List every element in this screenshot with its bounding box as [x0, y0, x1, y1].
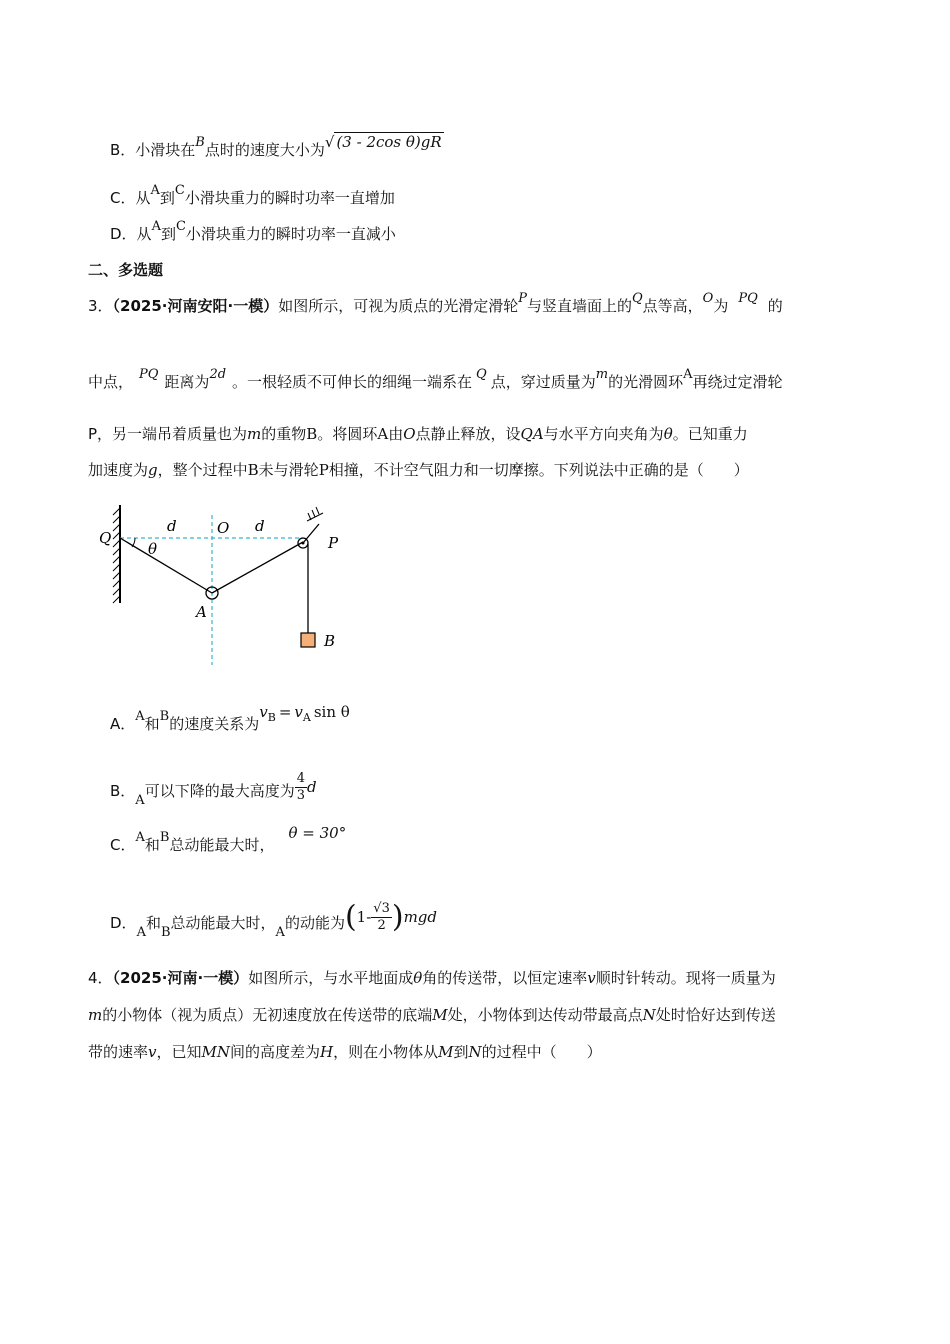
math-var: v	[259, 703, 268, 721]
math-var: A	[151, 219, 161, 234]
fraction	[371, 901, 392, 934]
paren-left: (	[344, 899, 357, 935]
fraction-numerator: 4	[296, 771, 305, 786]
stem-text: 相撞，不计空气阻力和一切摩擦。下列说法中正确的是（ ）	[328, 461, 749, 479]
stem-text: 未与滑轮	[258, 461, 319, 479]
q3-option-c	[110, 824, 347, 857]
math-var: O	[403, 425, 416, 443]
option-text: 和	[144, 836, 160, 854]
sqrt-expression: √ (3 - 2cos θ)gR	[324, 133, 442, 151]
fraction-numerator: √3	[373, 901, 390, 916]
stem-text: 点静止释放，设	[415, 425, 521, 443]
math-var: M	[438, 1043, 454, 1061]
stem-text: 如图所示，可视为质点的光滑定滑轮	[278, 297, 519, 315]
option-label: D．从	[110, 225, 152, 243]
option-text: 的动能为	[284, 914, 345, 932]
math-func: sin θ	[313, 703, 350, 721]
math-var: 2d	[209, 367, 227, 382]
math-var: A	[135, 830, 145, 845]
velocity-expression	[259, 703, 350, 724]
option-text: 总动能最大时，	[169, 836, 275, 854]
math-var: B	[247, 461, 259, 479]
math-var: m	[595, 367, 609, 382]
math-var: B	[159, 830, 170, 845]
kinetic-energy-expression	[344, 899, 438, 935]
label-d-left: d	[167, 517, 177, 535]
math-var: θ	[663, 425, 673, 443]
stem-text: 。将圆环	[317, 425, 378, 443]
math-var: B	[306, 425, 318, 443]
option-text: 和	[145, 914, 161, 932]
math-var: B	[195, 135, 205, 150]
weight-b	[301, 633, 315, 647]
math-op: =	[278, 703, 292, 721]
q3-stem-line-3	[88, 424, 748, 444]
math-var: mgd	[403, 908, 438, 926]
stem-text: ，则在小物体从	[333, 1043, 439, 1061]
label-q: Q	[99, 529, 112, 547]
label-d-right: d	[255, 517, 265, 535]
math-var: Q	[476, 367, 487, 382]
sqrt-content: (3 - 2cos θ)gR	[336, 133, 442, 151]
math-var: m	[247, 425, 262, 443]
math-var: PQ	[738, 291, 758, 306]
question-number: 4．	[88, 969, 113, 987]
stem-text: 加速度为	[88, 461, 149, 479]
stem-text: P，另一端吊着质量也为	[88, 425, 248, 443]
label-p: P	[328, 534, 339, 552]
math-var: N	[642, 1006, 656, 1024]
stem-text: 的光滑圆环	[608, 373, 684, 391]
option-label: C．从	[110, 189, 151, 207]
fraction-denominator: 3	[296, 788, 305, 803]
option-text: 点时的速度大小为	[204, 141, 325, 159]
math-var: B	[160, 925, 171, 940]
stem-text: 由	[388, 425, 404, 443]
stem-text: 带的速率	[88, 1043, 149, 1061]
math-var: QA	[520, 425, 544, 443]
stem-text: 点，穿过质量为	[490, 373, 596, 391]
math-var: A	[136, 925, 146, 940]
label-b: B	[324, 632, 336, 650]
math-var: A	[275, 925, 285, 940]
math-var: g	[148, 461, 158, 479]
fraction	[295, 771, 307, 804]
option-text: 总动能最大时，	[170, 914, 276, 932]
math-var: P	[518, 291, 527, 306]
stem-text: 顺时针转动。现将一质量为	[595, 969, 776, 987]
math-var: O	[702, 291, 714, 306]
label-theta: θ	[148, 540, 158, 558]
math-var: C	[174, 183, 185, 198]
stem-text: 到	[453, 1043, 469, 1061]
stem-text: 再绕过定滑轮	[692, 373, 783, 391]
math-var: A	[683, 367, 693, 382]
option-label: A．	[110, 715, 136, 733]
option-text: 的速度关系为	[169, 715, 260, 733]
wall-hatching	[113, 508, 120, 603]
math-var: H	[320, 1043, 334, 1061]
stem-text: 角的传送带，以恒定速率	[422, 969, 588, 987]
option-text: 到	[159, 189, 175, 207]
pulley-support	[303, 524, 319, 543]
math-var: C	[175, 219, 186, 234]
math-var: v	[148, 1043, 157, 1061]
option-text: 到	[160, 225, 176, 243]
paren-right: )	[391, 899, 404, 935]
math-var: MN	[201, 1043, 230, 1061]
label-o: O	[217, 519, 230, 537]
label-a: A	[196, 603, 207, 621]
q2-option-d	[110, 219, 396, 246]
stem-text: 的重物	[261, 425, 307, 443]
math-var: v	[294, 703, 303, 721]
math-var: d	[306, 778, 317, 796]
stem-text: ，整个过程中	[157, 461, 248, 479]
math-number: 1-	[356, 908, 372, 926]
math-var: A	[150, 183, 160, 198]
stem-text: ，已知	[156, 1043, 202, 1061]
q2-option-c	[110, 183, 395, 210]
math-var: A	[377, 425, 389, 443]
math-var: A	[135, 709, 145, 724]
math-var: PQ	[139, 367, 159, 382]
q3-stem-line-1	[88, 291, 783, 318]
math-subscript: B	[267, 711, 276, 724]
stem-text: 点等高，	[642, 297, 703, 315]
question-source: （2025·河南安阳·一模）	[112, 297, 279, 315]
option-text: 和	[144, 715, 160, 733]
theta-expression: θ = 30°	[288, 824, 347, 842]
stem-text: 的小物体（视为质点）无初速度放在传送带的底端	[102, 1006, 433, 1024]
math-subscript: A	[302, 711, 311, 724]
option-label: B．小滑块在	[110, 141, 196, 159]
stem-text: 间的高度差为	[230, 1043, 321, 1061]
q3-option-d	[110, 899, 438, 940]
math-var: M	[432, 1006, 448, 1024]
stem-text: 。已知重力	[672, 425, 748, 443]
question-source: （2025·河南·一模）	[112, 969, 249, 987]
q3-stem-line-4	[88, 460, 749, 480]
question-number: 3．	[88, 297, 113, 315]
stem-text: 处时恰好达到传送	[655, 1006, 776, 1024]
fraction-denominator: 2	[377, 918, 386, 933]
q4-stem-line-3	[88, 1042, 602, 1062]
q4-stem-line-2	[88, 1005, 776, 1025]
math-var: B	[159, 709, 170, 724]
stem-text: 。一根轻质不可伸长的细绳一端系在	[232, 373, 473, 391]
math-var: A	[135, 793, 145, 808]
pulley-diagram	[95, 500, 355, 670]
math-var: P	[318, 461, 329, 479]
stem-text: 距离为	[164, 373, 210, 391]
stem-text: 的	[767, 297, 783, 315]
option-text: 小滑块重力的瞬时功率一直增加	[184, 189, 395, 207]
math-var: θ	[413, 969, 423, 987]
ceiling-hatching	[307, 507, 323, 521]
stem-text: 处，小物体到达传动带最高点	[447, 1006, 643, 1024]
option-label: D．	[110, 914, 137, 932]
q3-stem-line-2	[88, 367, 783, 394]
rope-ap	[212, 542, 303, 593]
option-text: 可以下降的最大高度为	[144, 782, 295, 800]
q3-option-a	[110, 703, 350, 736]
stem-text: 为	[713, 297, 729, 315]
stem-text: 的过程中（ ）	[481, 1043, 602, 1061]
stem-text: 如图所示，与水平地面成	[248, 969, 414, 987]
option-text: 小滑块重力的瞬时功率一直减小	[185, 225, 396, 243]
q3-option-b	[110, 771, 317, 808]
rope-qa	[120, 538, 212, 593]
stem-text: 与水平方向夹角为	[543, 425, 664, 443]
math-var: N	[468, 1043, 482, 1061]
option-label: C．	[110, 836, 136, 854]
math-var: v	[587, 969, 596, 987]
q2-option-b	[110, 133, 444, 162]
option-label: B．	[110, 782, 136, 800]
section-title: 二、多选题	[88, 261, 164, 279]
stem-text: 与竖直墙面上的	[526, 297, 632, 315]
math-var: m	[88, 1006, 103, 1024]
q4-stem-line-1	[88, 968, 776, 988]
math-var: Q	[631, 291, 643, 306]
stem-text: 中点，	[88, 373, 134, 391]
